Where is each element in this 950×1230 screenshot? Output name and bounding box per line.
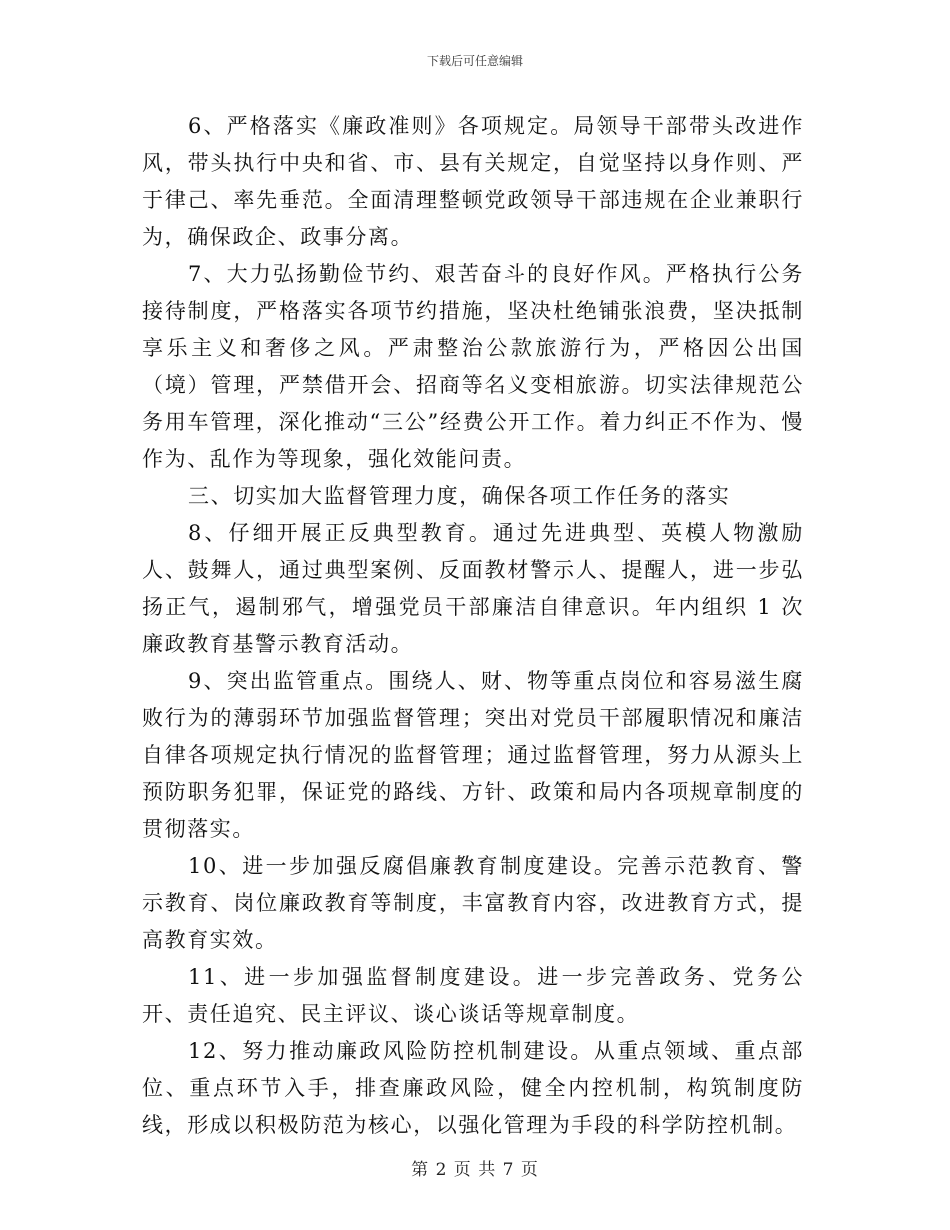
- section-heading-3: 三、切实加大监督管理力度，确保各项工作任务的落实: [188, 484, 731, 508]
- page-header-note: 下载后可任意编辑: [426, 54, 523, 68]
- paragraph-item-7: 7、大力弘扬勤俭节约、艰苦奋斗的良好作风。严格执行公务接待制度，严格落实各项节约措施，坚决杜绝铺张浪费，坚决抵制享乐主义和奢侈之风。严肃整治公款旅游行为，严格因公出国（境）管理，严禁借开会、招商等名义变相旅游。切实法律规范公务用车管理，深化推动“三公”经费公开工作。着力纠正不作为、慢作为、乱作为等现象，强化效能问责。: [142, 262, 804, 471]
- paragraph-item-6: 6、严格落实《廉政准则》各项规定。局领导干部带头改进作风，带头执行中央和省、市、县有关规定，自觉坚持以身作则、严于律己、率先垂范。全面清理整顿党政领导干部违规在企业兼职行为，确保政企、政事分离。: [142, 114, 804, 249]
- paragraph-item-10: 10、进一步加强反腐倡廉教育制度建设。完善示范教育、警示教育、岗位廉政教育等制度，丰富教育内容，改进教育方式，提高教育实效。: [142, 854, 804, 952]
- page-number-footer: 第 2 页 共 7 页: [411, 1160, 539, 1180]
- paragraph-item-9: 9、突出监管重点。围绕人、财、物等重点岗位和容易滋生腐败行为的薄弱环节加强监督管理；突出对党员干部履职情况和廉洁自律各项规定执行情况的监督管理；通过监督管理，努力从源头上预防职务犯罪，保证党的路线、方针、政策和局内各项规章制度的贯彻落实。: [142, 669, 804, 841]
- document-body: [142, 108, 804, 1144]
- paragraph-item-12: 12、努力推动廉政风险防控机制建设。从重点领域、重点部位、重点环节入手，排查廉政风险，健全内控机制，构筑制度防线，形成以积极防范为核心，以强化管理为手段的科学防控机制。: [142, 1039, 804, 1137]
- paragraph-item-8: 8、仔细开展正反典型教育。通过先进典型、英模人物激励人、鼓舞人，通过典型案例、反面教材警示人、提醒人，进一步弘扬正气，遏制邪气，增强党员干部廉洁自律意识。年内组织 1 次廉政教育基警示教育活动。: [142, 521, 804, 656]
- paragraph-item-11: 11、进一步加强监督制度建设。进一步完善政务、党务公开、责任追究、民主评议、谈心谈话等规章制度。: [142, 965, 804, 1026]
